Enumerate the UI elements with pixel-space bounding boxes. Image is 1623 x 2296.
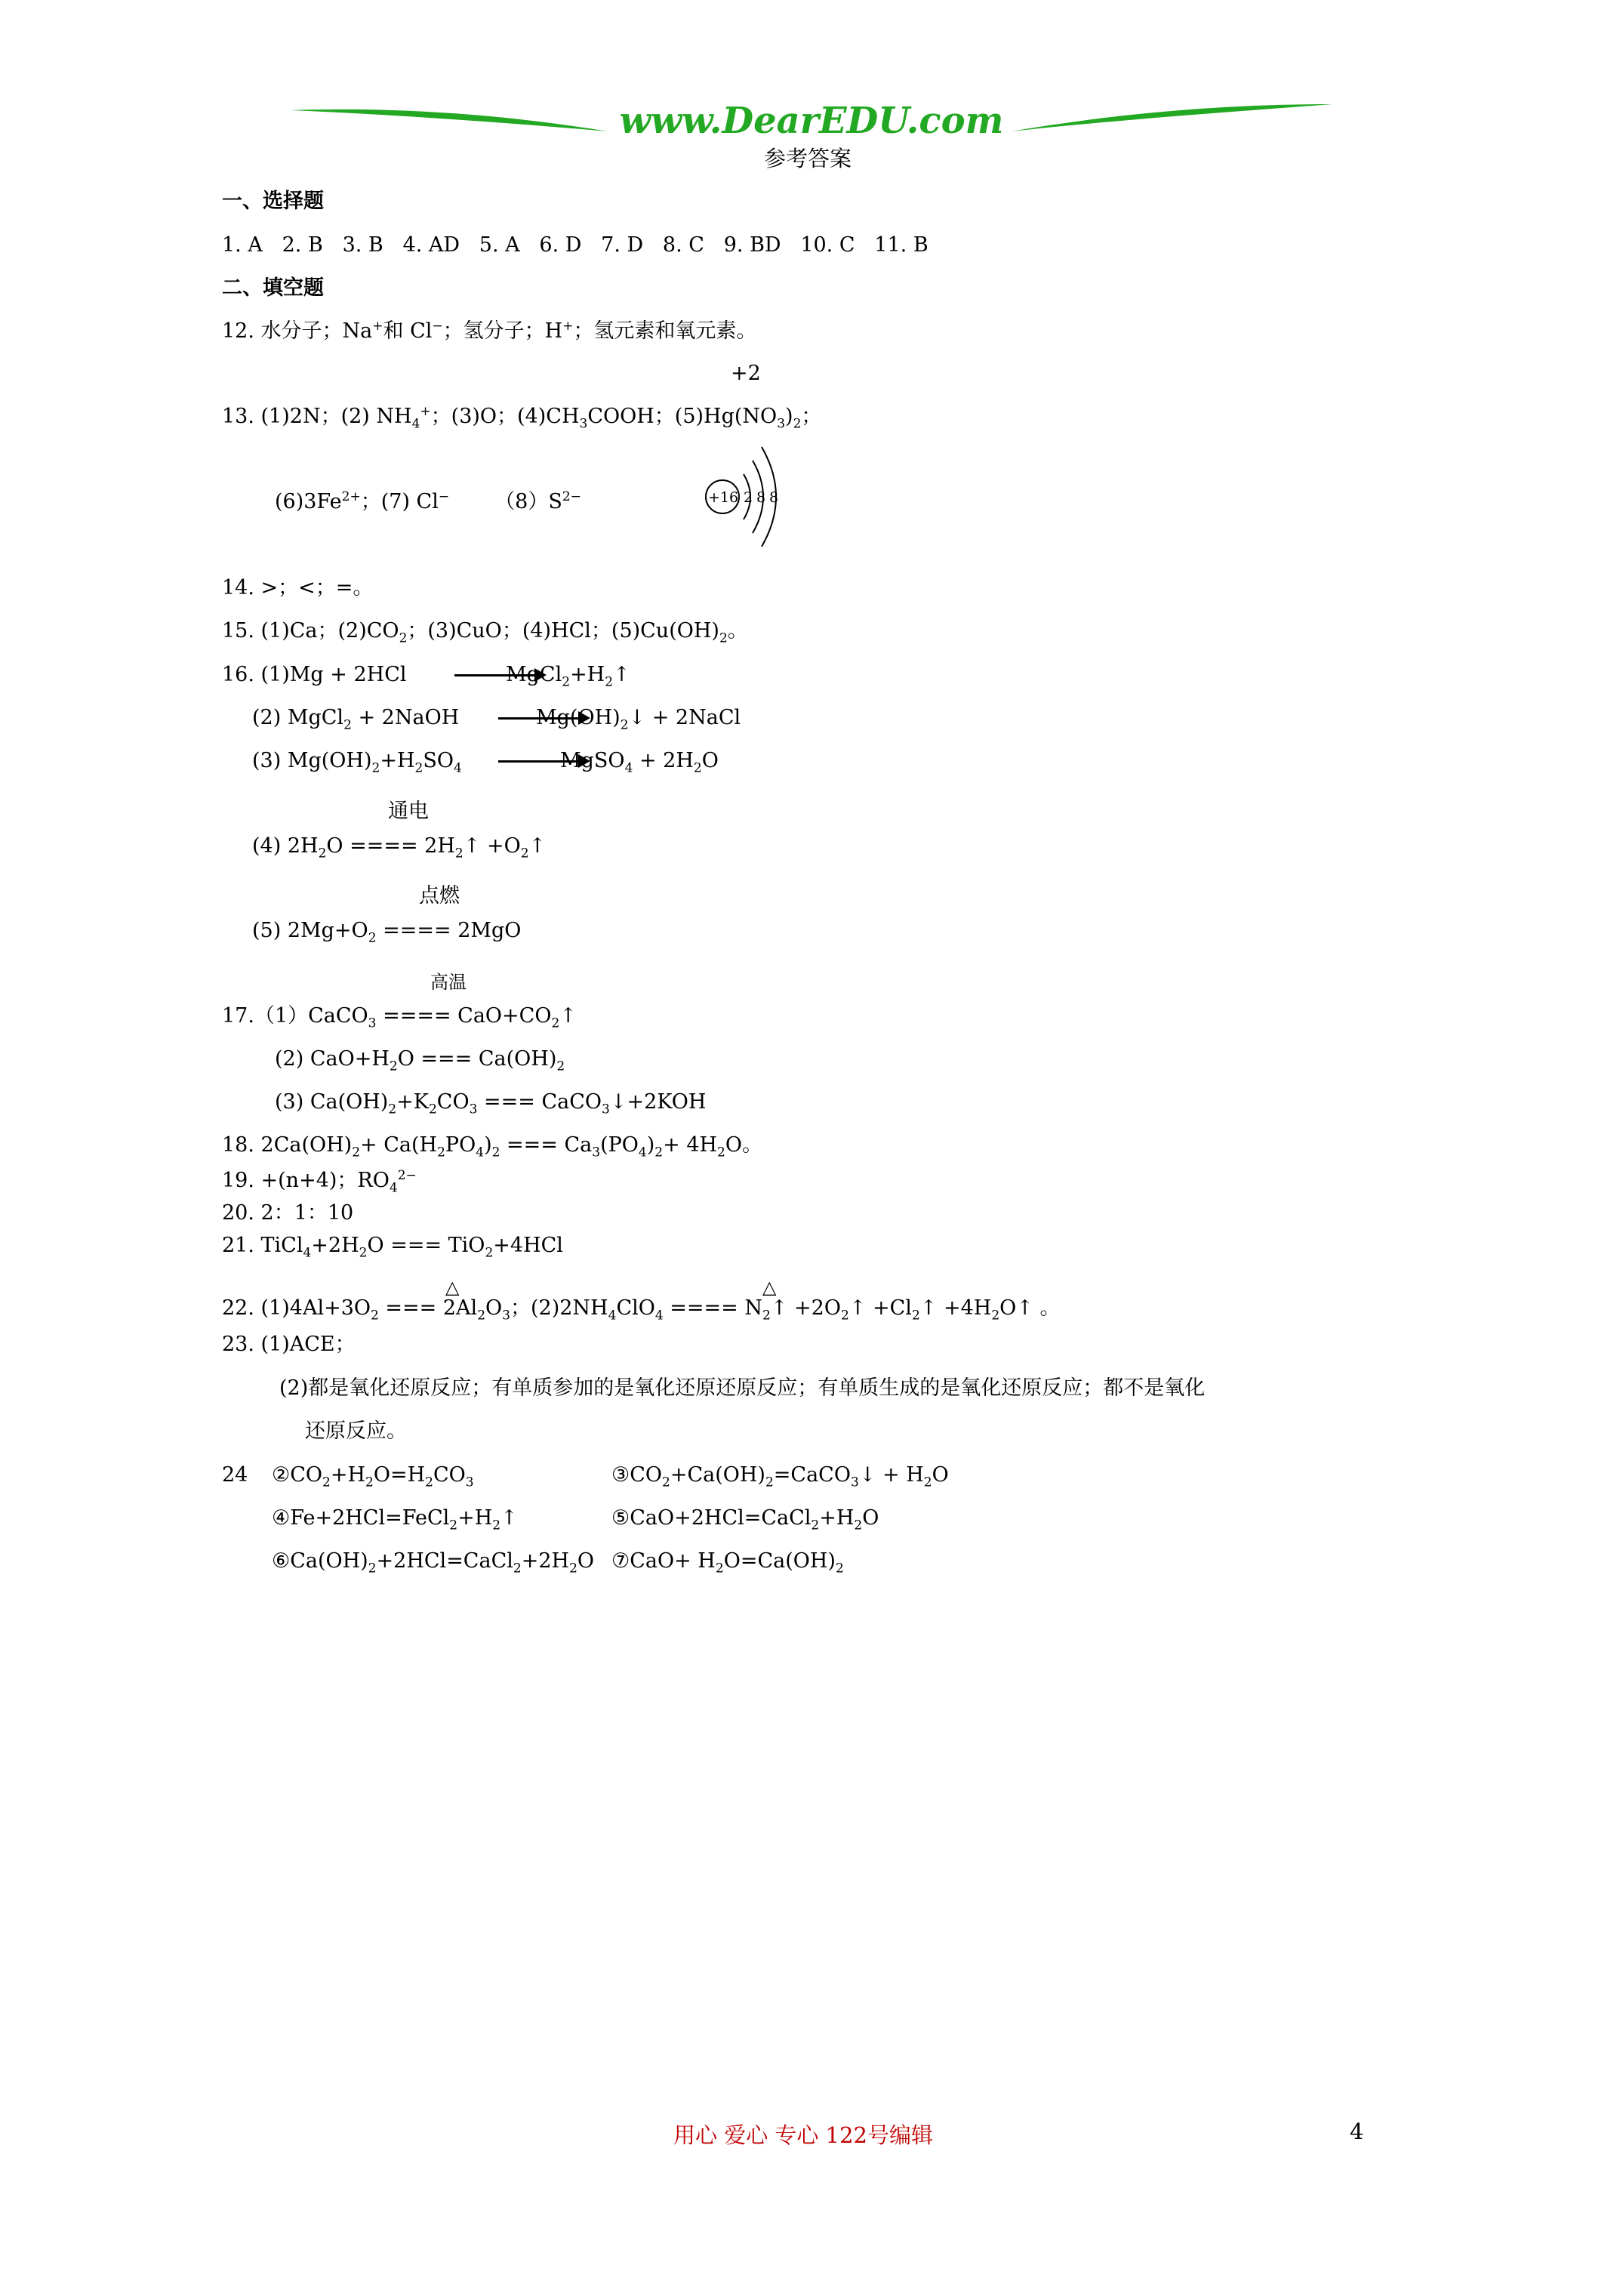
equation-4: $④Fe+2HCl=FeCl_2+H_2↑$: [272, 1506, 518, 1533]
answer-19: 19. +(n+4)；$RO_4^{2-}$: [222, 1168, 417, 1196]
answer-13-line1: 13. (1)2N；(2) $NH_4^+$；(3)O；$(4)CH_3COOH$；$(5)Hg(NO_3)_2$；: [222, 404, 822, 432]
answer-16-line4: (4) $2H_2O$ ==== $2H_2↑$ $+O_2↑$: [252, 834, 547, 861]
answer-21: 21. $TiCl_4+2H_2O$ === TiO$_2$+4HCl: [222, 1234, 563, 1261]
logo-right-swoosh: [1012, 104, 1332, 131]
answer-16-line1-product: $MgCl_2+H_2↑$: [506, 663, 630, 690]
shell-1: 2: [744, 489, 753, 506]
answer-18: 18. $2Ca(OH)_2+ Ca(H_2PO_4)_2$ === $Ca_3(PO_4)_2+ 4H_2O$。: [222, 1133, 763, 1160]
answer-16-line3-product: MgSO$_4$ + $2H_2O$: [560, 749, 719, 776]
logo-text: www.DearEDU.com: [619, 100, 1004, 142]
answer-16-line3: (3) $Mg(OH)_2+H_2SO_4$: [252, 749, 462, 776]
condition-high-temp: 高温: [430, 972, 467, 993]
answer-17-line3: (3) $Ca(OH)_2+K_2CO_3$ === CaCO$_3$↓+2KOH: [275, 1090, 707, 1117]
page-title: 参考答案: [764, 146, 852, 171]
answer-23-line3: 还原反应。: [305, 1419, 407, 1443]
atom-structure-diagram: [698, 444, 789, 550]
valence-mark: +2: [731, 362, 761, 385]
logo-left-swoosh: [291, 109, 608, 131]
condition-electrolysis: 通电: [388, 800, 429, 823]
section-heading-fill: 二、填空题: [222, 276, 324, 300]
answer-24-number: 24: [222, 1463, 248, 1487]
equation-5: $⑤CaO+2HCl=CaCl_2+H_2O$: [611, 1506, 879, 1533]
condition-ignite: 点燃: [419, 884, 460, 908]
shell-2: 8: [756, 489, 766, 506]
equation-3: $③CO_2+Ca(OH)_2=CaCO_3↓ + H_2O$: [611, 1463, 949, 1490]
answer-16-line2-product: $Mg(OH)_2↓$ + 2NaCl: [536, 706, 741, 733]
dearedu-logo: [291, 97, 1332, 142]
answer-16-line1: 16. (1)Mg + 2HCl: [222, 663, 407, 686]
answer-13-line2: $(6)3Fe^{2+}$；(7) Cl− $(8)S^{2-}$: [275, 489, 581, 513]
answer-22: 22. $(1)4Al+3O_2$ === $2Al_2O_3$；$(2)2NH_4ClO_4$ ==== $N_2↑$ $+2O_2↑$ $+Cl_2↑$ $+4H_2O↑$ 。: [222, 1296, 1061, 1324]
answer-20: 20. 2：1：10: [222, 1201, 354, 1225]
answer-12: 12. 水分子；Na+和 Cl−；氢分子；H+；氢元素和氧元素。: [222, 319, 757, 343]
answer-16-line2: (2) MgCl$_2$ + 2NaOH: [252, 706, 460, 733]
answer-23-line1: 23. (1)ACE；: [222, 1333, 356, 1356]
equation-2: $②CO_2+H_2O=H_2CO_3$: [272, 1463, 474, 1490]
footer-text: 用心 爱心 专心 122号编辑: [673, 2122, 934, 2148]
answer-23-line2: (2)都是氧化还原反应；有单质参加的是氧化还原还原反应；有单质生成的是氧化还原反应；都不是氧化: [279, 1376, 1206, 1400]
shell-3: 8: [769, 489, 779, 506]
answer-17-line2: (2) $CaO+H_2O$ === $Ca(OH)_2$: [275, 1047, 565, 1074]
choice-answers: 1. A 2. B 3. B 4. AD 5. A 6. D 7. D 8. C 9. BD 10. C 11. B: [222, 233, 929, 257]
page-number: 4: [1350, 2119, 1364, 2144]
equation-7: ⑦CaO+ $H_2O=Ca(OH)_2$: [611, 1549, 844, 1576]
equation-6: $⑥Ca(OH)_2+2HCl=CaCl_2+2H_2O$: [272, 1549, 595, 1576]
heat-symbol: △: [445, 1277, 460, 1298]
answer-15: 15. (1)Ca；$(2)CO_2$；(3)CuO；(4)HCl；$(5)Cu(OH)_2$。: [222, 619, 748, 646]
answer-14: 14. >；<；=。: [222, 576, 374, 599]
section-heading-choice: 一、选择题: [222, 190, 324, 213]
answer-16-line5: (5) $2Mg+O_2$ ==== 2MgO: [252, 919, 522, 946]
answer-17-line1: 17.（1）CaCO$_3$ ==== $CaO+CO_2↑$: [222, 1004, 577, 1031]
nucleus-charge: +16: [708, 489, 739, 506]
heat-symbol: △: [762, 1277, 777, 1298]
